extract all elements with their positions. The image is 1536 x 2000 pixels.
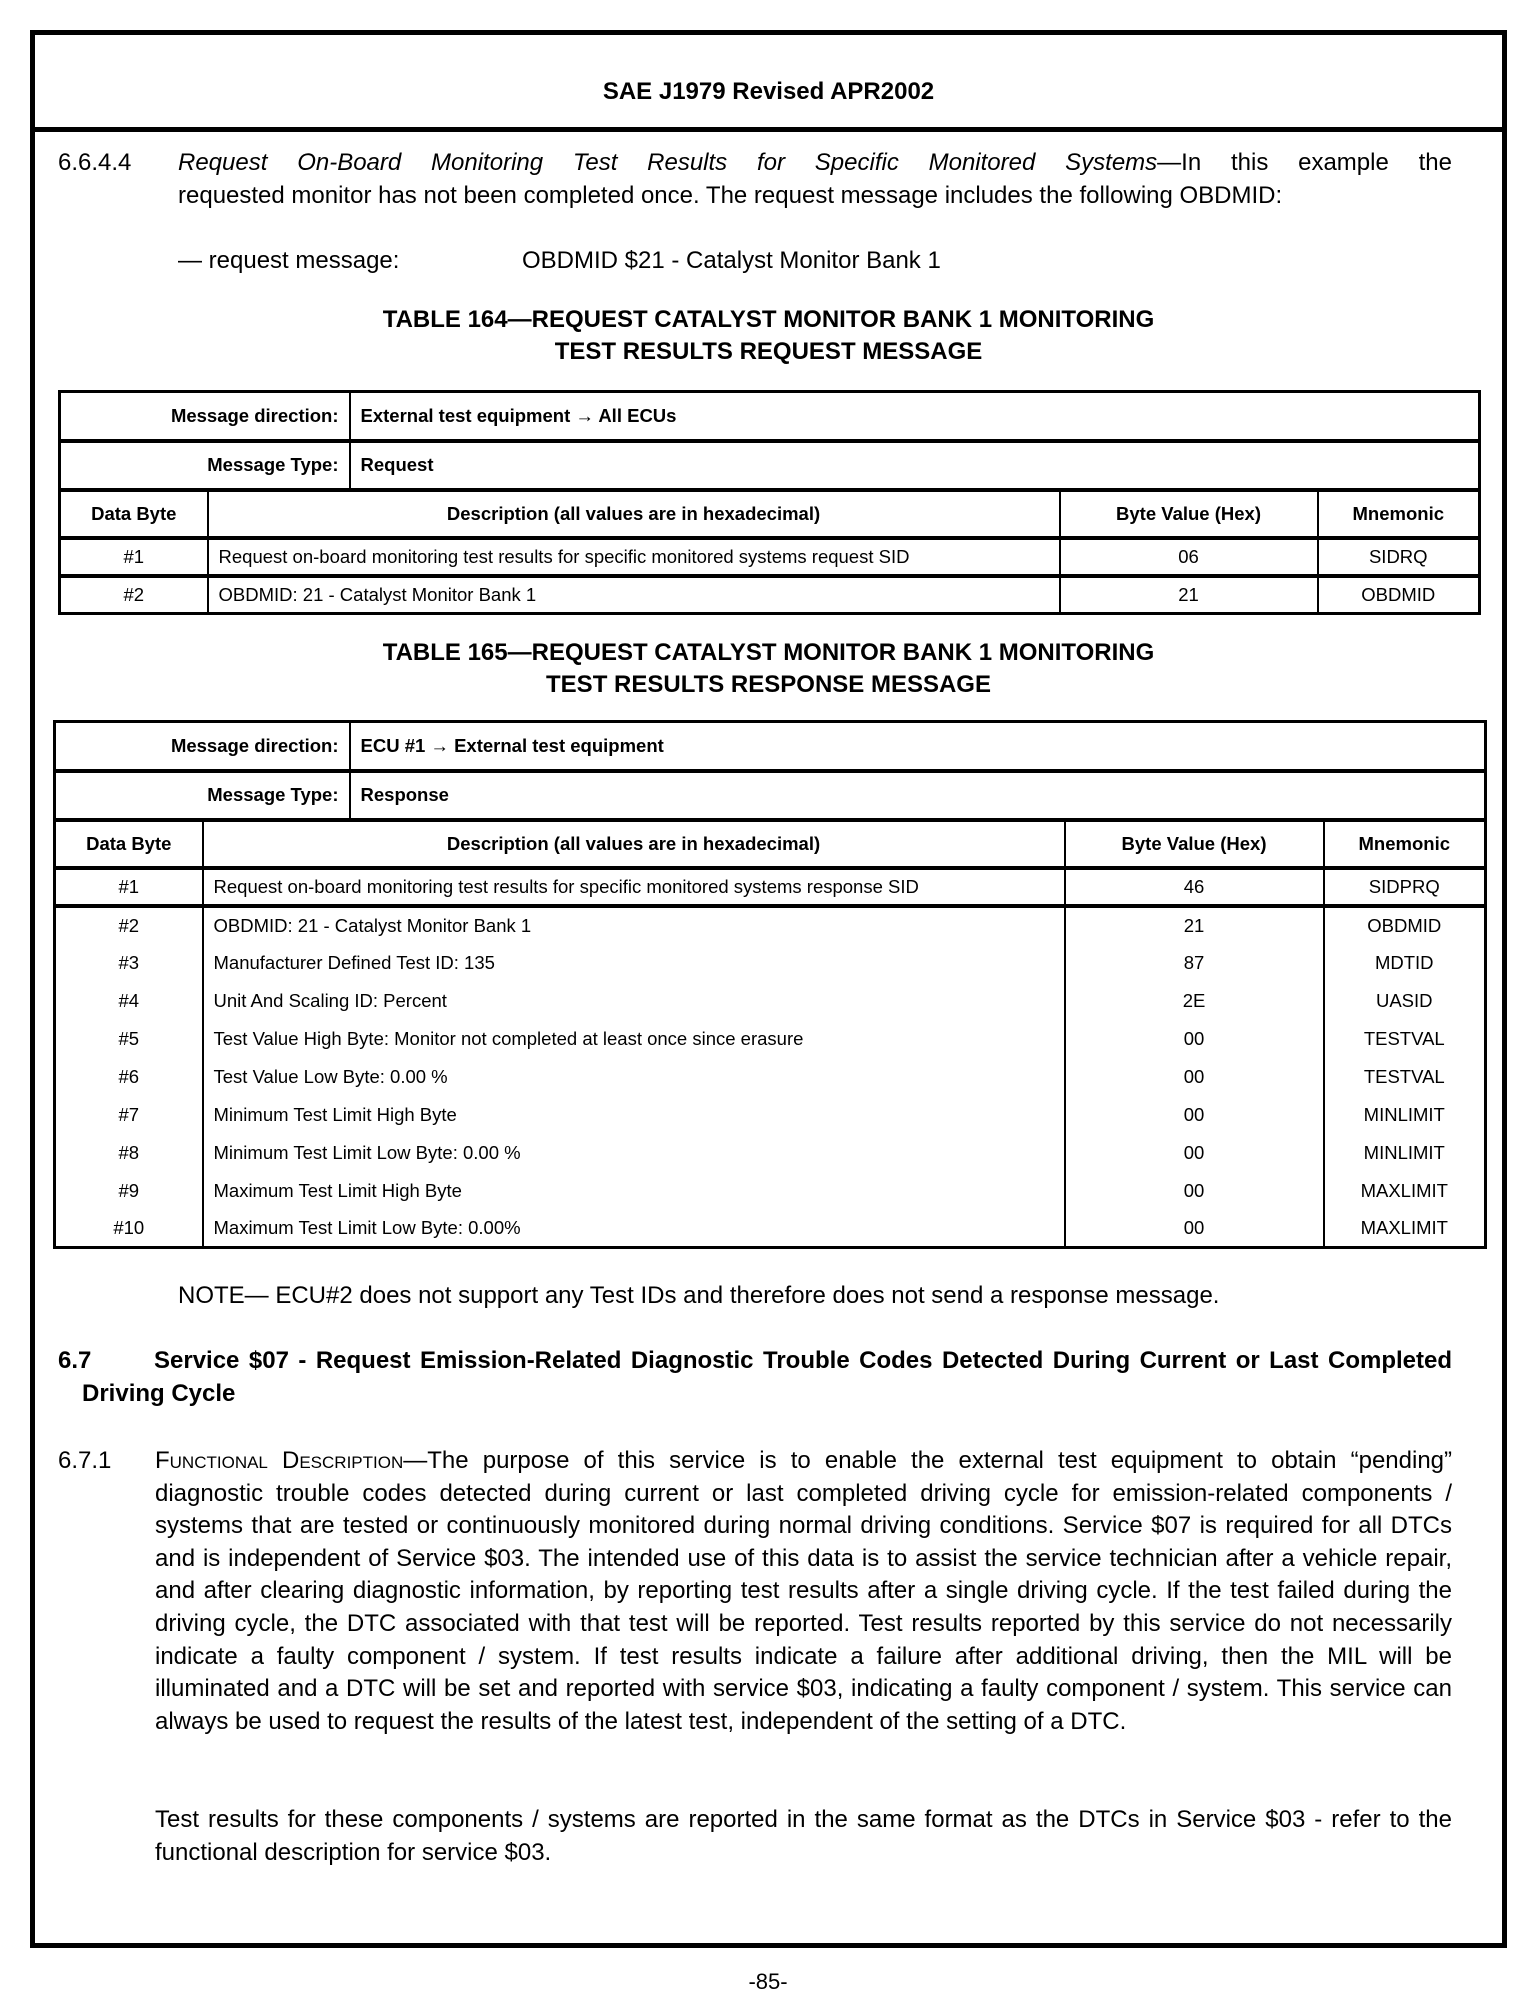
type-label: Message Type: [55, 771, 350, 820]
cell-byte: #8 [55, 1134, 203, 1172]
table-row [55, 868, 1486, 906]
direction-value: External test equipment → All ECUs [350, 392, 1480, 441]
cell-mnemonic: TESTVAL [1324, 1020, 1486, 1058]
cell-byte: #4 [55, 982, 203, 1020]
column-header: Data Byte [60, 490, 208, 538]
request-message-value: OBDMID $21 - Catalyst Monitor Bank 1 [522, 247, 941, 274]
section-671-heading: Functional Description [155, 1447, 404, 1474]
section-671-para1 [155, 1445, 1452, 1738]
cell-desc: Maximum Test Limit Low Byte: 0.00% [203, 1210, 1065, 1248]
column-header: Byte Value (Hex) [1060, 490, 1318, 538]
cell-mnemonic: MAXLIMIT [1324, 1172, 1486, 1210]
table-row [55, 1210, 1486, 1248]
cell-byte: #1 [60, 538, 208, 576]
table164-title-line1: TABLE 164—REQUEST CATALYST MONITOR BANK 1 MONITORING [382, 306, 1155, 333]
cell-hex: 06 [1060, 538, 1318, 576]
section-6644-title: Request On-Board Monitoring Test Results for Specific Monitored Systems [178, 149, 1158, 176]
cell-mnemonic: SIDPRQ [1324, 868, 1486, 906]
table-row [55, 1096, 1486, 1134]
table-row [55, 1020, 1486, 1058]
table-165 [53, 720, 1487, 1249]
cell-mnemonic: MINLIMIT [1324, 1096, 1486, 1134]
column-header: Description (all values are in hexadecimal) [203, 820, 1065, 868]
cell-desc: Maximum Test Limit High Byte [203, 1172, 1065, 1210]
cell-desc: Request on-board monitoring test results for specific monitored systems request SID [208, 538, 1060, 576]
cell-desc: Minimum Test Limit Low Byte: 0.00 % [203, 1134, 1065, 1172]
section-number-67: 6.7 [58, 1347, 92, 1374]
cell-desc: Unit And Scaling ID: Percent [203, 982, 1065, 1020]
type-value: Request [350, 441, 1480, 490]
cell-hex: 00 [1065, 1096, 1324, 1134]
cell-mnemonic: TESTVAL [1324, 1058, 1486, 1096]
cell-hex: 87 [1065, 944, 1324, 982]
table-row [60, 538, 1480, 576]
table165-title-line2: TEST RESULTS RESPONSE MESSAGE [546, 671, 991, 698]
cell-byte: #5 [55, 1020, 203, 1058]
table-row [55, 982, 1486, 1020]
direction-label: Message direction: [60, 392, 350, 441]
cell-byte: #7 [55, 1096, 203, 1134]
cell-hex: 00 [1065, 1172, 1324, 1210]
cell-hex: 2E [1065, 982, 1324, 1020]
table-row [55, 1134, 1486, 1172]
note: NOTE— ECU#2 does not support any Test IDs and therefore does not send a response message. [178, 1282, 1220, 1309]
column-header: Description (all values are in hexadecimal) [208, 490, 1060, 538]
section-number-6644: 6.6.4.4 [58, 149, 132, 176]
column-header: Byte Value (Hex) [1065, 820, 1324, 868]
cell-mnemonic: MDTID [1324, 944, 1486, 982]
section-6644-line1 [178, 147, 1452, 180]
cell-byte: #9 [55, 1172, 203, 1210]
section-number-671: 6.7.1 [58, 1447, 112, 1474]
cell-mnemonic: OBDMID [1324, 906, 1486, 944]
section-671-para2: Test results for these components / systems are reported in the same format as the DTCs in Service $03 - refer to the functional description for service $03. [155, 1806, 1452, 1866]
section-6644-line1-rest: —In this example the [1157, 149, 1452, 176]
table164-title-line2: TEST RESULTS REQUEST MESSAGE [554, 338, 983, 365]
cell-desc: Request on-board monitoring test results for specific monitored systems response SID [203, 868, 1065, 906]
table-row [55, 944, 1486, 982]
table-row [55, 906, 1486, 944]
cell-hex: 46 [1065, 868, 1324, 906]
column-header: Data Byte [55, 820, 203, 868]
cell-mnemonic: MAXLIMIT [1324, 1210, 1486, 1248]
table165-title-line1: TABLE 165—REQUEST CATALYST MONITOR BANK 1 MONITORING [382, 639, 1155, 666]
cell-hex: 00 [1065, 1020, 1324, 1058]
direction-label: Message direction: [55, 722, 350, 771]
cell-byte: #10 [55, 1210, 203, 1248]
cell-desc: Test Value High Byte: Monitor not completed at least once since erasure [203, 1020, 1065, 1058]
cell-hex: 21 [1060, 576, 1318, 614]
header-divider [30, 127, 1507, 132]
cell-desc: Minimum Test Limit High Byte [203, 1096, 1065, 1134]
cell-byte: #2 [55, 906, 203, 944]
table-row [60, 576, 1480, 614]
page-number: -85- [748, 1969, 788, 1994]
table-164 [58, 390, 1481, 615]
cell-mnemonic: OBDMID [1318, 576, 1480, 614]
cell-hex: 00 [1065, 1210, 1324, 1248]
table-row [55, 1058, 1486, 1096]
cell-desc: OBDMID: 21 - Catalyst Monitor Bank 1 [208, 576, 1060, 614]
cell-mnemonic: MINLIMIT [1324, 1134, 1486, 1172]
cell-hex: 00 [1065, 1058, 1324, 1096]
table-row [55, 1172, 1486, 1210]
section-671-body: —The purpose of this service is to enable the external test equipment to obtain “pending” diagnostic trouble codes detected during current or last completed driving cycle for emission-related components / systems that are tested or continuously monitored during normal driving conditions. Service $07 is required for all DTCs and is independent of Service $03. The intended use of this data is to assist the service technician after a vehicle repair, and after clearing diagnostic information, by reporting test results after a single driving cycle. If the test failed during the driving cycle, the DTC associated with that test will be reported. Test results reported by this service do not necessarily indicate a faulty component / system. If test results indicate a failure after additional driving, then the MIL will be illuminated and a DTC will be set and reported with service $03, indicating a faulty component / system. This service can always be used to request the results of the latest test, independent of the setting of a DTC. [155, 1447, 1453, 1735]
direction-value: ECU #1 → External test equipment [350, 722, 1486, 771]
cell-desc: OBDMID: 21 - Catalyst Monitor Bank 1 [203, 906, 1065, 944]
document-header: SAE J1979 Revised APR2002 [602, 78, 935, 105]
type-value: Response [350, 771, 1486, 820]
cell-byte: #3 [55, 944, 203, 982]
cell-mnemonic: UASID [1324, 982, 1486, 1020]
cell-desc: Test Value Low Byte: 0.00 % [203, 1058, 1065, 1096]
section-67-title: Service $07 - Request Emission-Related Diagnostic Trouble Codes Detected During Current or Last Completed Driving Cycle [82, 1347, 1452, 1407]
cell-byte: #6 [55, 1058, 203, 1096]
type-label: Message Type: [60, 441, 350, 490]
cell-mnemonic: SIDRQ [1318, 538, 1480, 576]
column-header: Mnemonic [1318, 490, 1480, 538]
cell-hex: 21 [1065, 906, 1324, 944]
cell-desc: Manufacturer Defined Test ID: 135 [203, 944, 1065, 982]
section-6644-line2: requested monitor has not been completed once. The request message includes the following OBDMID: [178, 182, 1283, 209]
request-message-label: — request message: [178, 247, 400, 274]
cell-byte: #1 [55, 868, 203, 906]
column-header: Mnemonic [1324, 820, 1486, 868]
cell-hex: 00 [1065, 1134, 1324, 1172]
cell-byte: #2 [60, 576, 208, 614]
